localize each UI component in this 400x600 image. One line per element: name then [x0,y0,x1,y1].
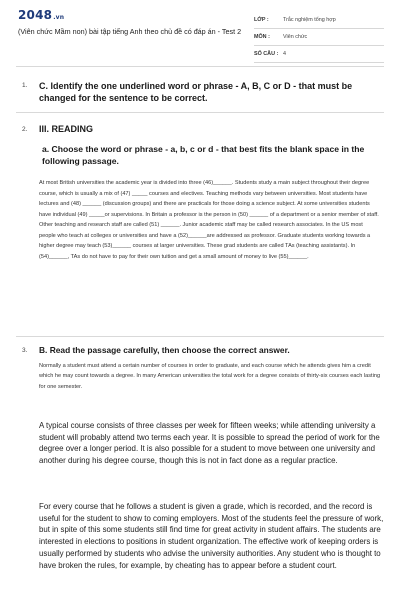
question-divider [16,336,384,337]
meta-row-class [254,14,384,29]
passage-paragraph-2: For every course that he follows a student is given a grade, which is recorded, and the record is useful for the student to show to coming employers. Most of the students feel the pressure of work, but in spite of this some students still find time for great activity in student affairs. The students are interested in elections to positions in student organization. The effective work of keeping orders is usually performed by students who advise the university authorities. Any student who is thought to have broken the rules, for example, by cheating has to appear before a student court. [39,502,384,570]
passage-paragraph-1: A typical course consists of three classes per week for fifteen weeks; while attending university a student will probably attend two terms each year. It is possible to spread the period of work for the degree over a longer period. It is also possible for a student to move between one university and another during his degree course, though this is not in fact done as a regular practice. [39,421,380,466]
question-divider [16,112,384,113]
question-heading: B. Read the passage carefully, then choose the correct answer. [39,345,290,355]
meta-value-count: 4 [283,51,286,57]
passage-intro: Normally a student must attend a certain number of courses in order to graduate, and each course which he attends gives him a credit which he may count towards a degree. In many American universities the total work for a degree consists of thirty-six courses each lasting for one semester. [39,363,381,390]
page-header [0,0,400,62]
meta-table [254,14,384,63]
meta-label-subject: MÔN : [254,34,270,40]
question-number: 1. [22,82,28,89]
question-number: 2. [22,126,28,133]
document-title: (Viên chức Mầm non) bài tập tiếng Anh theo chủ đề có đáp án - Test 2 [18,27,242,36]
header-divider [16,66,384,67]
section-heading: III. READING [39,124,94,134]
meta-row-count [254,48,384,63]
meta-value-subject: Viên chức [283,34,308,40]
meta-row-subject [254,31,384,46]
meta-label-count: SỐ CÂU : [254,51,279,57]
brand-name: 2048 [18,8,53,22]
meta-label-class: LỚP : [254,17,269,23]
question-number: 3. [22,347,28,354]
meta-value-class: Trắc nghiệm tổng hợp [283,17,336,23]
brand-suffix: .vn [53,14,65,21]
reading-passage: At most British universities the academic year is divided into three (46)______. Students study a main subject throughout their degree course, which is usually a mix of (47) _____ courses and electives. Teaching methods vary between universities. Most students have lectures and (48) ______ (discussion groups) and there are practicals for those doing a science subject. At some universities students have individual (49) _____or supervisions. In Britain a professor is the person in (50) ______ of a department or a senior member of staff. Other teaching and research staff are called (51) ______. Junior academic staff may be called research associates. In the US most people who teach at colleges or universities and have a (52)______are addressed as professor. Graduate students working towards a higher degree may teach (53)______ courses at larger universities. These grad students are called TAs (teaching assistants). In (54)______, TAs do not have to pay for their own tuition and get a small amount of money to live (55)______. [39,180,379,260]
question-text: C. Identify the one underlined word or phrase - A, B, C or D - that must be changed for the sentence to be correct. [39,81,353,103]
question-instruction: a. Choose the word or phrase - a, b, c or d - that best fits the blank space in the following passage. [42,144,365,166]
site-logo[interactable] [18,8,64,22]
